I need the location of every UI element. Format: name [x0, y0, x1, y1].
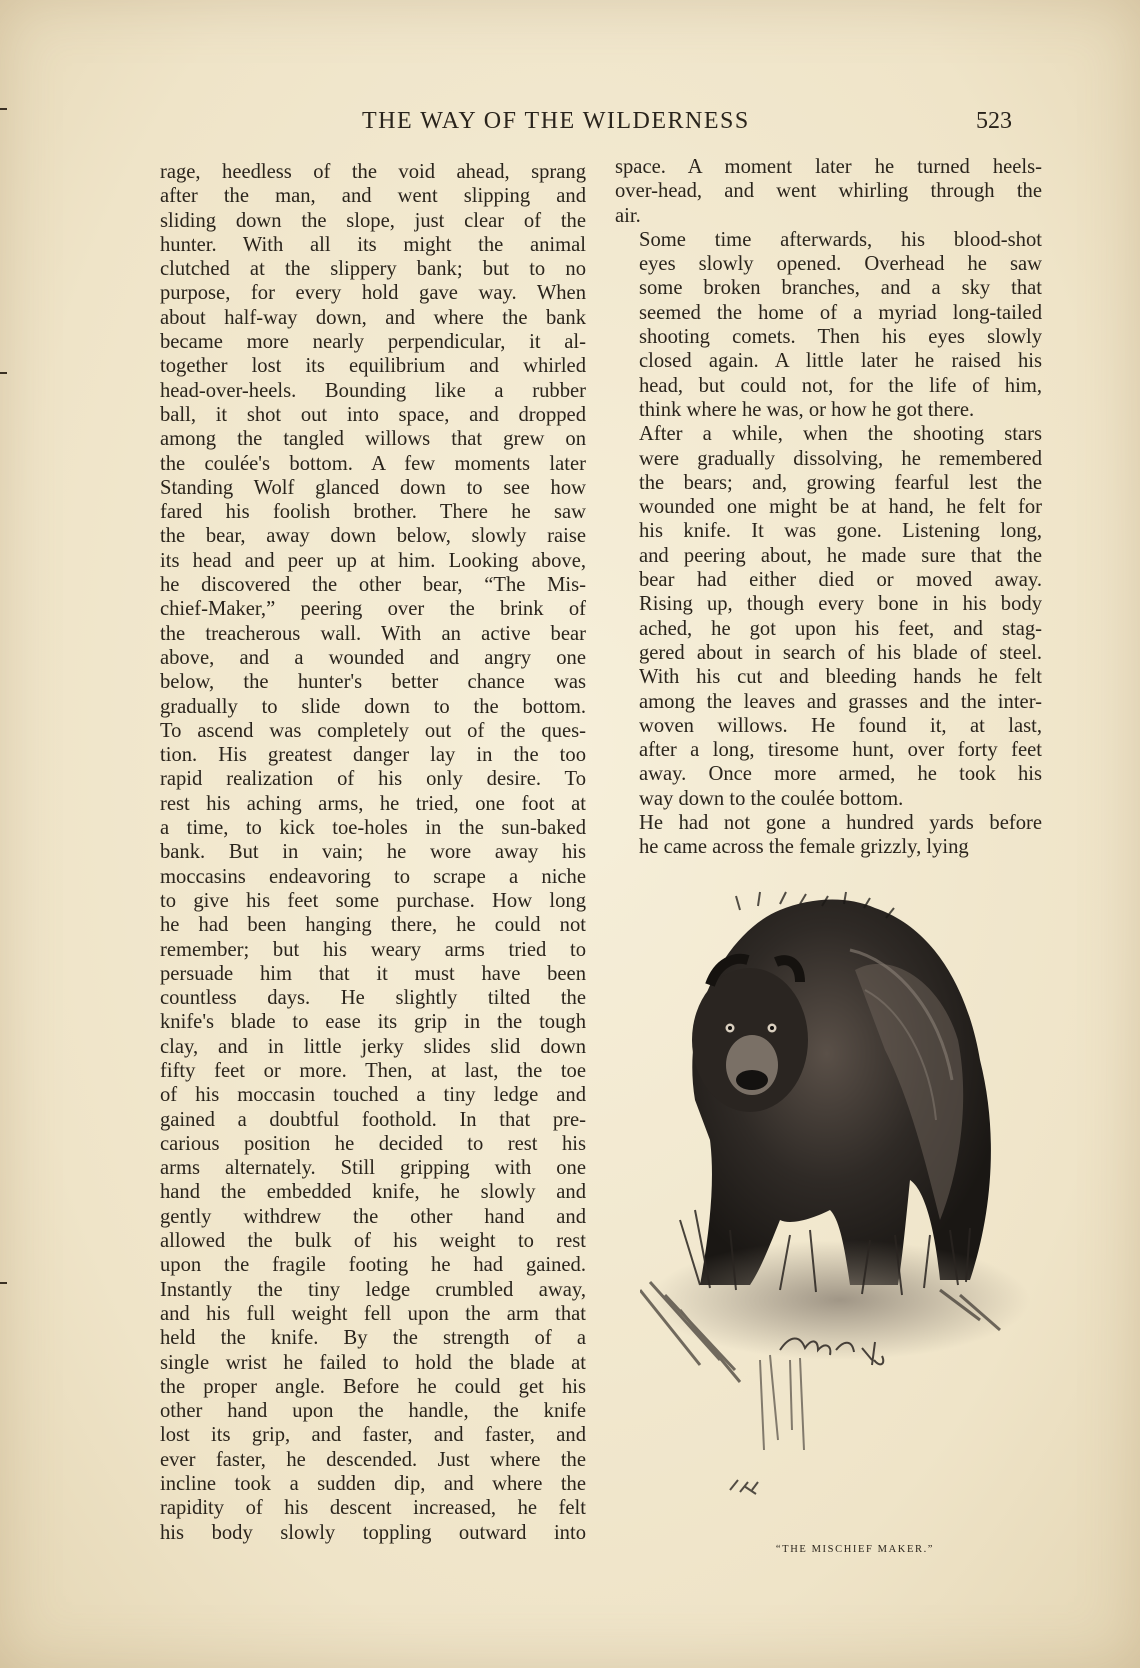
text-line: He had not gone a hundred yards before [639, 812, 1042, 835]
page-edge-mark [0, 108, 7, 110]
text-line: about half-way down, and where the bank [160, 306, 586, 329]
page-header [160, 108, 1040, 138]
text-line: seemed the home of a myriad long-tailed [639, 301, 1042, 324]
page-number: 523 [976, 108, 1012, 134]
text-line: above, and a wounded and angry one [160, 646, 586, 669]
text-line: wounded one might be at hand, he felt for [639, 496, 1042, 519]
text-line: the treacherous wall. With an active bear [160, 622, 586, 645]
text-line: of his moccasin touched a tiny ledge and [160, 1084, 586, 1107]
text-line: eyes slowly opened. Overhead he saw [639, 253, 1042, 276]
text-line: the bears; and, growing fearful lest the [639, 471, 1042, 494]
text-line: rapidity of his descent increased, he felt [160, 1497, 586, 1520]
text-line: he came across the female grizzly, lying [639, 836, 969, 859]
text-line: held the knife. By the strength of a [160, 1327, 586, 1350]
text-line: knife's blade to ease its grip in the tough [160, 1011, 586, 1034]
text-line: head-over-heels. Bounding like a rubber [160, 379, 586, 402]
text-line: hand the embedded knife, he slowly and [160, 1181, 586, 1204]
page-edge-mark [0, 1282, 7, 1284]
left-text-column [160, 160, 586, 1545]
text-line: countless days. He slightly tilted the [160, 987, 586, 1010]
text-line: rest his aching arms, he tried, one foot at [160, 792, 586, 815]
text-line: some broken branches, and a sky that [639, 277, 1042, 300]
text-line: away. Once more armed, he took his [639, 763, 1042, 786]
text-line: incline took a sudden dip, and where the [160, 1473, 586, 1496]
text-line: After a while, when the shooting stars [639, 423, 1042, 446]
text-line: the bear, away down below, slowly raise [160, 525, 586, 548]
text-line: head, but could not, for the life of him, [639, 374, 1042, 397]
text-line: think where he was, or how he got there. [639, 398, 975, 421]
text-line: ached, he got upon his feet, and stag- [639, 617, 1042, 640]
text-line: ball, it shot out into space, and dropped [160, 403, 586, 426]
text-line: a time, to kick toe-holes in the sun-baked [160, 817, 586, 840]
text-line: single wrist he failed to hold the blade at [160, 1351, 586, 1374]
text-line: closed again. A little later he raised his [639, 350, 1042, 373]
text-line: his knife. It was gone. Listening long, [639, 520, 1042, 543]
text-line: rapid realization of his only desire. To [160, 768, 586, 791]
text-line: among the leaves and grasses and the inter- [639, 690, 1042, 713]
text-line: tion. His greatest danger lay in the too [160, 744, 586, 767]
text-line: way down to the coulée bottom. [639, 787, 904, 810]
text-line: lost its grip, and faster, and faster, and [160, 1424, 586, 1447]
text-line: allowed the bulk of his weight to rest [160, 1230, 586, 1253]
text-line: fifty feet or more. Then, at last, the toe [160, 1059, 586, 1082]
text-line: bank. But in vain; he wore away his [160, 841, 586, 864]
text-line: among the tangled willows that grew on [160, 428, 586, 451]
text-line: persuade him that it must have been [160, 962, 586, 985]
text-line: bear had either died or moved away. [639, 569, 1042, 592]
text-line: moccasins endeavoring to scrape a niche [160, 865, 586, 888]
text-line: chief-Maker,” peering over the brink of [160, 598, 586, 621]
bear-illustration [640, 890, 1050, 1540]
paragraph [615, 155, 1042, 228]
text-line: purpose, for every hold gave way. When [160, 282, 586, 305]
text-line: clutched at the slippery bank; but to no [160, 258, 586, 281]
text-line: were gradually dissolving, he remembered [639, 447, 1042, 470]
text-line: arms alternately. Still gripping with one [160, 1157, 586, 1180]
text-line: air. [615, 204, 641, 227]
text-line: ever faster, he descended. Just where the [160, 1448, 586, 1471]
text-line: gered about in search of his blade of steel. [639, 641, 1042, 664]
illustration-caption: “THE MISCHIEF MAKER.” [775, 1544, 935, 1555]
right-text-column [615, 155, 1042, 860]
text-line: after the man, and went slipping and [160, 185, 586, 208]
paragraph [615, 422, 1042, 811]
text-line: gradually to slide down to the bottom. [160, 695, 586, 718]
text-line: became more nearly perpendicular, it al- [160, 331, 586, 354]
text-line: gently withdrew the other hand and [160, 1205, 586, 1228]
text-line: hunter. With all its might the animal [160, 233, 586, 256]
text-line: together lost its equilibrium and whirled [160, 355, 586, 378]
paragraph [615, 228, 1042, 422]
text-line: he had been hanging there, he could not [160, 914, 586, 937]
text-line: space. A moment later he turned heels- [615, 156, 1042, 178]
text-line: its head and peer up at him. Looking above, [160, 549, 586, 572]
text-line: clay, and in little jerky slides slid down [160, 1035, 586, 1058]
paragraph [615, 811, 1042, 860]
text-line: the proper angle. Before he could get his [160, 1375, 586, 1398]
text-line: upon the fragile footing he had gained. [160, 1254, 586, 1277]
text-line: Some time afterwards, his blood-shot [639, 228, 1042, 251]
text-line: after a long, tiresome hunt, over forty feet [639, 739, 1042, 762]
text-line: fared his foolish brother. There he saw [160, 501, 586, 524]
text-line: With his cut and bleeding hands he felt [639, 666, 1042, 689]
text-line: the coulée's bottom. A few moments later [160, 452, 586, 475]
text-line: remember; but his weary arms tried to [160, 938, 586, 961]
text-line: woven willows. He found it, at last, [639, 714, 1042, 737]
text-line: Rising up, though every bone in his body [639, 593, 1042, 616]
text-line: to give his feet some purchase. How long [160, 889, 586, 912]
running-head: THE WAY OF THE WILDERNESS [362, 108, 750, 134]
text-line: below, the hunter's better chance was [160, 671, 586, 694]
text-line: sliding down the slope, just clear of the [160, 209, 586, 232]
text-line: shooting comets. Then his eyes slowly [639, 326, 1042, 349]
text-line: carious position he decided to rest his [160, 1132, 586, 1155]
text-line: his body slowly toppling outward into [160, 1521, 586, 1544]
text-line: and peering about, he made sure that the [639, 544, 1042, 567]
page-edge-mark [0, 372, 7, 374]
text-line: and his full weight fell upon the arm that [160, 1302, 586, 1325]
text-line: he discovered the other bear, “The Mis- [160, 574, 586, 597]
text-line: Standing Wolf glanced down to see how [160, 476, 586, 499]
text-line: Instantly the tiny ledge crumbled away, [160, 1278, 586, 1301]
grizzly-bear-drawing [640, 890, 1050, 1540]
text-line: rage, heedless of the void ahead, sprang [160, 161, 586, 183]
text-line: over-head, and went whirling through the [615, 180, 1042, 203]
text-line: other hand upon the handle, the knife [160, 1400, 586, 1423]
text-line: To ascend was completely out of the ques- [160, 719, 586, 742]
text-line: gained a doubtful foothold. In that pre- [160, 1108, 586, 1131]
